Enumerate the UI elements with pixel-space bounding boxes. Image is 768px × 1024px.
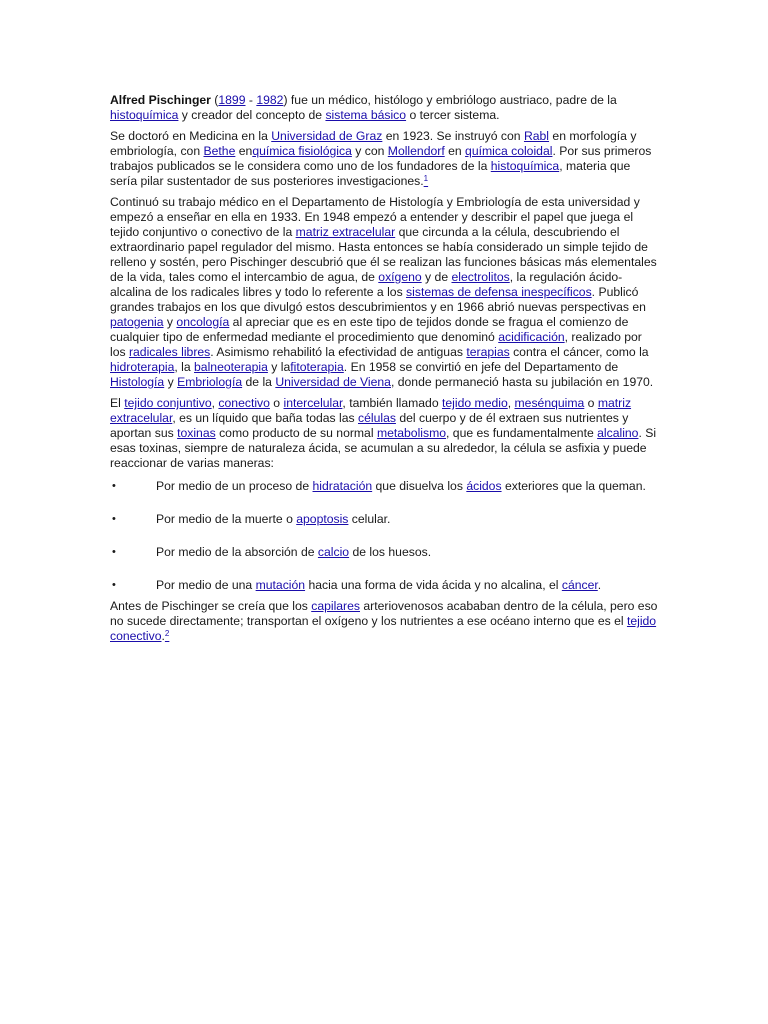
link-intercelular[interactable]: intercelular <box>283 396 343 410</box>
link-oncologia[interactable]: oncología <box>176 315 230 329</box>
bullet-marker: • <box>112 480 116 492</box>
link-hidratacion[interactable]: hidratación <box>312 479 373 493</box>
link-electrolitos[interactable]: electrolitos <box>451 270 510 284</box>
link-mollendorf[interactable]: Mollendorf <box>387 144 445 158</box>
list-item: • Por medio de la absorción de calcio de los huesos. <box>112 545 432 559</box>
link-death-year[interactable]: 1982 <box>256 93 284 107</box>
link-sistemas-defensa[interactable]: sistemas de defensa inespecíficos <box>406 285 592 299</box>
subject-name: Alfred Pischinger <box>110 93 211 107</box>
link-tejido-conjuntivo[interactable]: tejido conjuntivo <box>124 396 212 410</box>
paragraph-career: Continuó su trabajo médico en el Departamento de Histología y Embriología de esta universidad y empezó a enseñar en ella en 1933. En 1948 empezó a entender y describir el papel que juega el tejido conjuntivo o conectivo de la matriz extracelular que circunda a la célula, descubriendo el extraordinario papel regulador del mismo. Hasta entonces se había considerado un simple tejido de relleno y sostén, pero Pischinger descubrió que él se realizan las funciones básicas más elementales de la vida, tales como el intercambio de agua, de oxígeno y de electrolitos, la regulación ácido-alcalina de los radicales libres y todo lo referente a los sistemas de defensa inespecíficos. Publicó grandes trabajos en los que divulgó estos descubrimientos y en 1966 abrió nuevas perspectivas en patogenia y oncología al apreciar que es en este tipo de tejidos donde se fragua el comienzo de cualquier tipo de enfermedad mediante el procedimiento que denominó acidificación, realizado por los radicales libres. Asimismo rehabilitó la efectividad de antiguas terapias contra el cáncer, como la hidroterapia, la balneoterapia y lafitoterapia. En 1958 se convirtió en jefe del Departamento de Histología y Embriología de la Universidad de Viena, donde permaneció hasta su jubilación en 1970. <box>110 195 657 389</box>
link-sistema-basico[interactable]: sistema básico <box>325 108 407 122</box>
link-patogenia[interactable]: patogenia <box>110 315 164 329</box>
bullet-marker: • <box>112 513 116 525</box>
link-matriz-extracelular[interactable]: matriz extracelular <box>295 225 396 239</box>
link-tejido-conectivo[interactable]: tejido conectivo <box>110 614 657 643</box>
link-celulas[interactable]: células <box>358 411 396 425</box>
link-mesenquima[interactable]: mesénquima <box>514 396 585 410</box>
link-acidos[interactable]: ácidos <box>466 479 502 493</box>
paragraph-education: Se doctoró en Medicina en la Universidad de Graz en 1923. Se instruyó con Rabl en morfología y embriología, con Bethe enquímica fisiológica y con Mollendorf en química coloidal. Por sus primeros trabajos publicados se le considera como uno de los fundadores de la histoquímica, materia que sería pilar sustentador de sus posteriores investigaciones.$^1$ <box>110 129 652 188</box>
link-calcio[interactable]: calcio <box>317 545 350 559</box>
link-radicales-libres[interactable]: radicales libres <box>128 345 211 359</box>
link-toxinas[interactable]: toxinas <box>177 426 216 440</box>
link-bethe[interactable]: Bethe <box>203 144 236 158</box>
document-body <box>110 93 660 650</box>
link-conectivo[interactable]: conectivo <box>218 396 270 410</box>
link-mutacion[interactable]: mutación <box>255 578 306 592</box>
link-matriz-extracelular-2[interactable]: matriz extracelular <box>110 396 632 425</box>
list-item: • Por medio de una mutación hacia una forma de vida ácida y no alcalina, el cáncer. <box>112 578 602 592</box>
link-fitoterapia[interactable]: fitoterapia <box>290 360 344 374</box>
list-item: • Por medio de la muerte o apoptosis celular. <box>112 512 391 526</box>
link-universidad-viena[interactable]: Universidad de Viena <box>275 375 391 389</box>
link-alcalino[interactable]: alcalino <box>597 426 639 440</box>
link-terapias[interactable]: terapias <box>466 345 510 359</box>
link-apoptosis[interactable]: apoptosis <box>296 512 349 526</box>
link-histoquimica[interactable]: histoquímica <box>110 108 179 122</box>
paragraph-capilares: Antes de Pischinger se creía que los capilares arteriovenosos acababan dentro de la célula, pero eso no sucede directamente; transportan el oxígeno y los nutrientes a ese océano interno que es el tejido conectivo.$^2$ <box>110 599 658 643</box>
link-tejido-medio[interactable]: tejido medio <box>442 396 508 410</box>
list-item: • Por medio de un proceso de hidratación que disuelva los ácidos exteriores que la queman. <box>112 479 646 493</box>
bullet-marker: • <box>112 579 116 591</box>
link-quimica-coloidal[interactable]: química coloidal <box>465 144 553 158</box>
link-embriologia[interactable]: Embriología <box>177 375 243 389</box>
link-hidroterapia[interactable]: hidroterapia <box>110 360 175 374</box>
bullet-marker: • <box>112 546 116 558</box>
link-cancer[interactable]: cáncer <box>561 578 598 592</box>
paragraph-tejido: El tejido conjuntivo, conectivo o intercelular, también llamado tejido medio, mesénquima o matriz extracelular, es un líquido que baña todas las células del cuerpo y de él extraen sus nutrientes y aportan sus toxinas como producto de su normal metabolismo, que es fundamentalmente alcalino. Si esas toxinas, siempre de naturaleza ácida, se acumulan a su alrededor, la célula se asfixia y puede reaccionar de varias maneras: <box>110 396 657 470</box>
paragraph-intro: Alfred Pischinger (1899 - 1982) fue un médico, histólogo y embriólogo austriaco, padre de la histoquímica y creador del concepto de sistema básico o tercer sistema. <box>110 93 617 122</box>
footnote-ref-2[interactable]: 2 <box>164 629 170 638</box>
reaction-list <box>110 479 660 593</box>
link-histologia[interactable]: Histología <box>110 375 165 389</box>
link-quimica-fisiologica[interactable]: química fisiológica <box>252 144 352 158</box>
link-rabl[interactable]: Rabl <box>523 129 550 143</box>
link-oxigeno[interactable]: oxígeno <box>378 270 422 284</box>
link-acidificacion[interactable]: acidificación <box>498 330 565 344</box>
link-histoquimica-2[interactable]: histoquímica <box>490 159 560 173</box>
link-birth-year[interactable]: 1899 <box>218 93 246 107</box>
footnote-ref-1[interactable]: 1 <box>423 174 429 183</box>
link-universidad-graz[interactable]: Universidad de Graz <box>271 129 383 143</box>
link-capilares[interactable]: capilares <box>311 599 360 613</box>
link-metabolismo[interactable]: metabolismo <box>376 426 447 440</box>
link-balneoterapia[interactable]: balneoterapia <box>194 360 268 374</box>
